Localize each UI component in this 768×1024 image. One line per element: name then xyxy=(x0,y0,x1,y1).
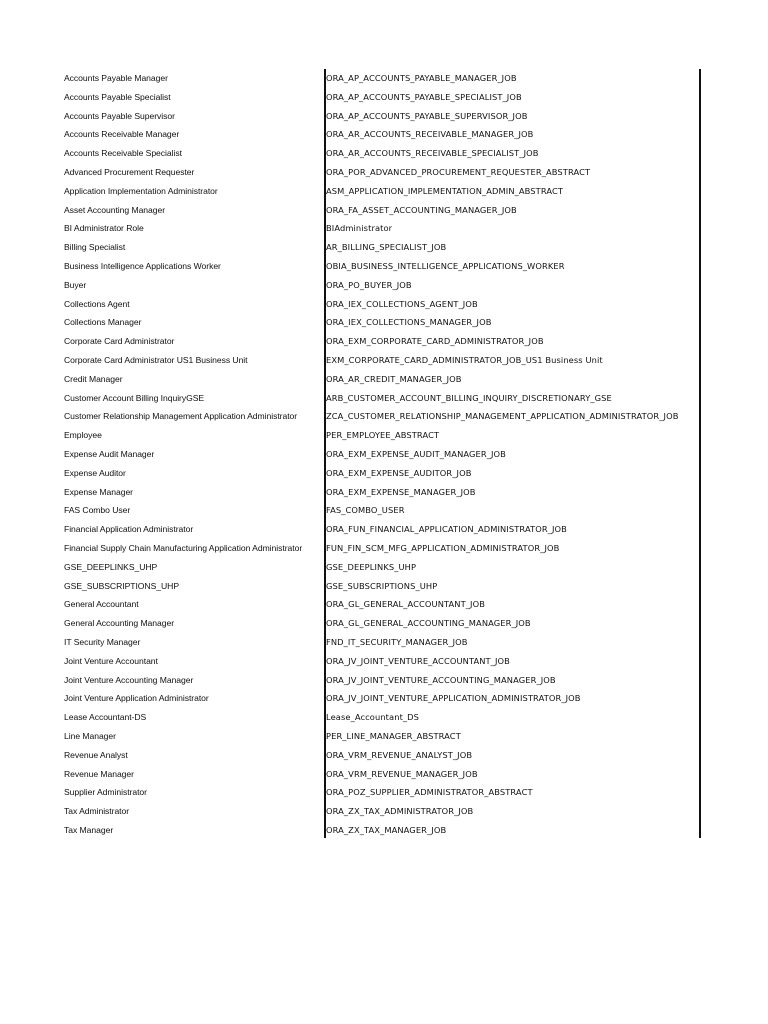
table-row xyxy=(64,464,701,483)
role-code-cell: ORA_EXM_CORPORATE_CARD_ADMINISTRATOR_JOB xyxy=(326,336,544,347)
table-row xyxy=(64,765,701,784)
role-name-cell: Supplier Administrator xyxy=(64,787,147,798)
table-row xyxy=(64,483,701,502)
table-row xyxy=(64,821,701,840)
role-name-cell: Accounts Payable Specialist xyxy=(64,91,171,102)
role-name-cell: FAS Combo User xyxy=(64,505,131,516)
role-code-cell: PER_LINE_MANAGER_ABSTRACT xyxy=(326,731,461,741)
table-row xyxy=(64,389,701,408)
role-name-cell: Collections Manager xyxy=(64,317,142,328)
table-row xyxy=(64,69,701,88)
role-code-cell: ORA_POR_ADVANCED_PROCUREMENT_REQUESTER_ABSTRACT xyxy=(326,167,591,177)
role-name-cell: General Accounting Manager xyxy=(64,618,175,629)
role-code-cell: ORA_JV_JOINT_VENTURE_APPLICATION_ADMINISTRATOR_JOB xyxy=(326,693,581,704)
role-name-cell: GSE_SUBSCRIPTIONS_UHP xyxy=(64,580,179,591)
role-name-cell: Joint Venture Application Administrator xyxy=(64,693,209,704)
role-name-cell: Corporate Card Administrator xyxy=(64,336,175,347)
role-name-cell: Joint Venture Accounting Manager xyxy=(64,674,194,685)
role-name-cell: Expense Auditor xyxy=(64,467,126,478)
role-code-cell: GSE_SUBSCRIPTIONS_UHP xyxy=(326,580,438,591)
role-code-cell: GSE_DEEPLINKS_UHP xyxy=(326,561,417,572)
role-code-cell: ORA_AP_ACCOUNTS_PAYABLE_SUPERVISOR_JOB xyxy=(326,110,528,121)
role-name-cell: Buyer xyxy=(64,279,87,290)
role-code-cell: ORA_VRM_REVENUE_ANALYST_JOB xyxy=(326,749,473,760)
role-code-cell: ORA_AR_ACCOUNTS_RECEIVABLE_SPECIALIST_JOB xyxy=(326,148,539,159)
table-row xyxy=(64,88,701,107)
table-row xyxy=(64,426,701,445)
role-name-cell: Collections Agent xyxy=(64,298,130,309)
role-code-cell: FUN_FIN_SCM_MFG_APPLICATION_ADMINISTRATOR_JOB xyxy=(326,543,560,553)
role-name-cell: BI Administrator Role xyxy=(64,223,144,234)
role-code-cell: ORA_ZX_TAX_ADMINISTRATOR_JOB xyxy=(326,806,474,817)
table-row xyxy=(64,125,701,144)
table-row xyxy=(64,370,701,389)
role-name-cell: Application Implementation Administrator xyxy=(64,185,218,196)
role-code-cell: FAS_COMBO_USER xyxy=(326,505,405,516)
table-row xyxy=(64,633,701,652)
table-row xyxy=(64,783,701,802)
role-code-cell: ORA_AP_ACCOUNTS_PAYABLE_SPECIALIST_JOB xyxy=(326,91,522,102)
table-row xyxy=(64,238,701,257)
role-table xyxy=(64,69,701,838)
table-row xyxy=(64,614,701,633)
table-row xyxy=(64,445,701,464)
table-row xyxy=(64,501,701,520)
role-name-cell: Asset Accounting Manager xyxy=(64,204,166,215)
role-code-cell: BIAdministrator xyxy=(326,223,393,234)
role-name-cell: Financial Supply Chain Manufacturing Application Administrator xyxy=(64,543,303,553)
role-name-cell: Credit Manager xyxy=(64,373,123,384)
table-row xyxy=(64,577,701,596)
role-name-cell: Accounts Receivable Specialist xyxy=(64,148,182,159)
table-row xyxy=(64,802,701,821)
role-name-cell: Accounts Receivable Manager xyxy=(64,129,180,140)
role-code-cell: ZCA_CUSTOMER_RELATIONSHIP_MANAGEMENT_APPLICATION_ADMINISTRATOR_JOB xyxy=(326,411,679,422)
role-code-cell: OBIA_BUSINESS_INTELLIGENCE_APPLICATIONS_WORKER xyxy=(326,261,565,271)
role-name-cell: Revenue Analyst xyxy=(64,749,128,760)
role-name-cell: Joint Venture Accountant xyxy=(64,655,158,666)
role-name-cell: Customer Account Billing InquiryGSE xyxy=(64,392,205,403)
role-name-cell: Revenue Manager xyxy=(64,768,134,779)
role-name-cell: IT Security Manager xyxy=(64,637,141,647)
role-code-cell: EXM_CORPORATE_CARD_ADMINISTRATOR_JOB_US1 Business Unit xyxy=(326,355,603,365)
role-name-cell: Line Manager xyxy=(64,731,116,741)
table-row xyxy=(64,727,701,746)
table-row xyxy=(64,746,701,765)
table-row xyxy=(64,332,701,351)
table-row xyxy=(64,201,701,220)
role-code-cell: ORA_AR_ACCOUNTS_RECEIVABLE_MANAGER_JOB xyxy=(326,129,534,140)
role-code-cell: ORA_GL_GENERAL_ACCOUNTANT_JOB xyxy=(326,599,485,610)
role-code-cell: ORA_IEX_COLLECTIONS_AGENT_JOB xyxy=(326,298,478,309)
role-code-cell: ORA_GL_GENERAL_ACCOUNTING_MANAGER_JOB xyxy=(326,618,531,629)
role-name-cell: GSE_DEEPLINKS_UHP xyxy=(64,561,158,572)
table-row xyxy=(64,539,701,558)
table-row xyxy=(64,671,701,690)
role-code-cell: ORA_JV_JOINT_VENTURE_ACCOUNTING_MANAGER_JOB xyxy=(326,674,556,685)
table-row xyxy=(64,295,701,314)
table-row xyxy=(64,257,701,276)
role-code-cell: ORA_JV_JOINT_VENTURE_ACCOUNTANT_JOB xyxy=(326,655,510,666)
role-name-cell: Expense Manager xyxy=(64,486,133,497)
role-name-cell: Advanced Procurement Requester xyxy=(64,167,195,177)
table-row xyxy=(64,276,701,295)
table-row xyxy=(64,144,701,163)
table-row xyxy=(64,163,701,182)
table-row xyxy=(64,708,701,727)
role-name-cell: Corporate Card Administrator US1 Business Unit xyxy=(64,355,248,365)
role-code-cell: FND_IT_SECURITY_MANAGER_JOB xyxy=(326,637,468,647)
role-code-cell: ORA_ZX_TAX_MANAGER_JOB xyxy=(326,825,447,835)
role-name-cell: Tax Manager xyxy=(64,825,114,835)
role-name-cell: Expense Audit Manager xyxy=(64,449,155,459)
role-code-cell: ORA_PO_BUYER_JOB xyxy=(326,279,412,290)
role-name-cell: Employee xyxy=(64,430,102,441)
role-name-cell: Accounts Payable Manager xyxy=(64,73,168,83)
role-name-cell: Billing Specialist xyxy=(64,242,126,253)
role-name-cell: Customer Relationship Management Application Administrator xyxy=(64,411,298,422)
table-row xyxy=(64,107,701,126)
role-name-cell: General Accountant xyxy=(64,599,139,610)
role-code-cell: ORA_FUN_FINANCIAL_APPLICATION_ADMINISTRATOR_JOB xyxy=(326,524,567,535)
table-row xyxy=(64,558,701,577)
role-code-cell: AR_BILLING_SPECIALIST_JOB xyxy=(326,242,447,253)
table-row xyxy=(64,689,701,708)
role-code-cell: ORA_IEX_COLLECTIONS_MANAGER_JOB xyxy=(326,317,492,328)
table-row xyxy=(64,182,701,201)
table-row xyxy=(64,219,701,238)
role-code-cell: Lease_Accountant_DS xyxy=(326,712,420,723)
role-code-cell: ORA_EXM_EXPENSE_AUDIT_MANAGER_JOB xyxy=(326,449,506,459)
role-name-cell: Financial Application Administrator xyxy=(64,524,194,535)
role-name-cell: Lease Accountant-DS xyxy=(64,712,147,723)
role-code-cell: ORA_AP_ACCOUNTS_PAYABLE_MANAGER_JOB xyxy=(326,73,517,83)
role-code-cell: ORA_EXM_EXPENSE_AUDITOR_JOB xyxy=(326,467,472,478)
role-name-cell: Accounts Payable Supervisor xyxy=(64,110,175,121)
role-code-cell: ORA_VRM_REVENUE_MANAGER_JOB xyxy=(326,768,478,779)
role-code-cell: ARB_CUSTOMER_ACCOUNT_BILLING_INQUIRY_DISCRETIONARY_GSE xyxy=(326,392,612,403)
role-code-cell: ORA_EXM_EXPENSE_MANAGER_JOB xyxy=(326,486,476,497)
table-row xyxy=(64,520,701,539)
table-row xyxy=(64,652,701,671)
table-row xyxy=(64,407,701,426)
role-code-cell: ASM_APPLICATION_IMPLEMENTATION_ADMIN_ABSTRACT xyxy=(326,185,564,196)
table-row xyxy=(64,351,701,370)
table-row xyxy=(64,595,701,614)
table-row xyxy=(64,313,701,332)
role-code-cell: PER_EMPLOYEE_ABSTRACT xyxy=(326,430,440,441)
role-code-cell: ORA_FA_ASSET_ACCOUNTING_MANAGER_JOB xyxy=(326,204,517,215)
role-name-cell: Tax Administrator xyxy=(64,806,130,817)
role-code-cell: ORA_POZ_SUPPLIER_ADMINISTRATOR_ABSTRACT xyxy=(326,787,533,798)
role-code-cell: ORA_AR_CREDIT_MANAGER_JOB xyxy=(326,373,462,384)
role-name-cell: Business Intelligence Applications Worker xyxy=(64,261,221,271)
